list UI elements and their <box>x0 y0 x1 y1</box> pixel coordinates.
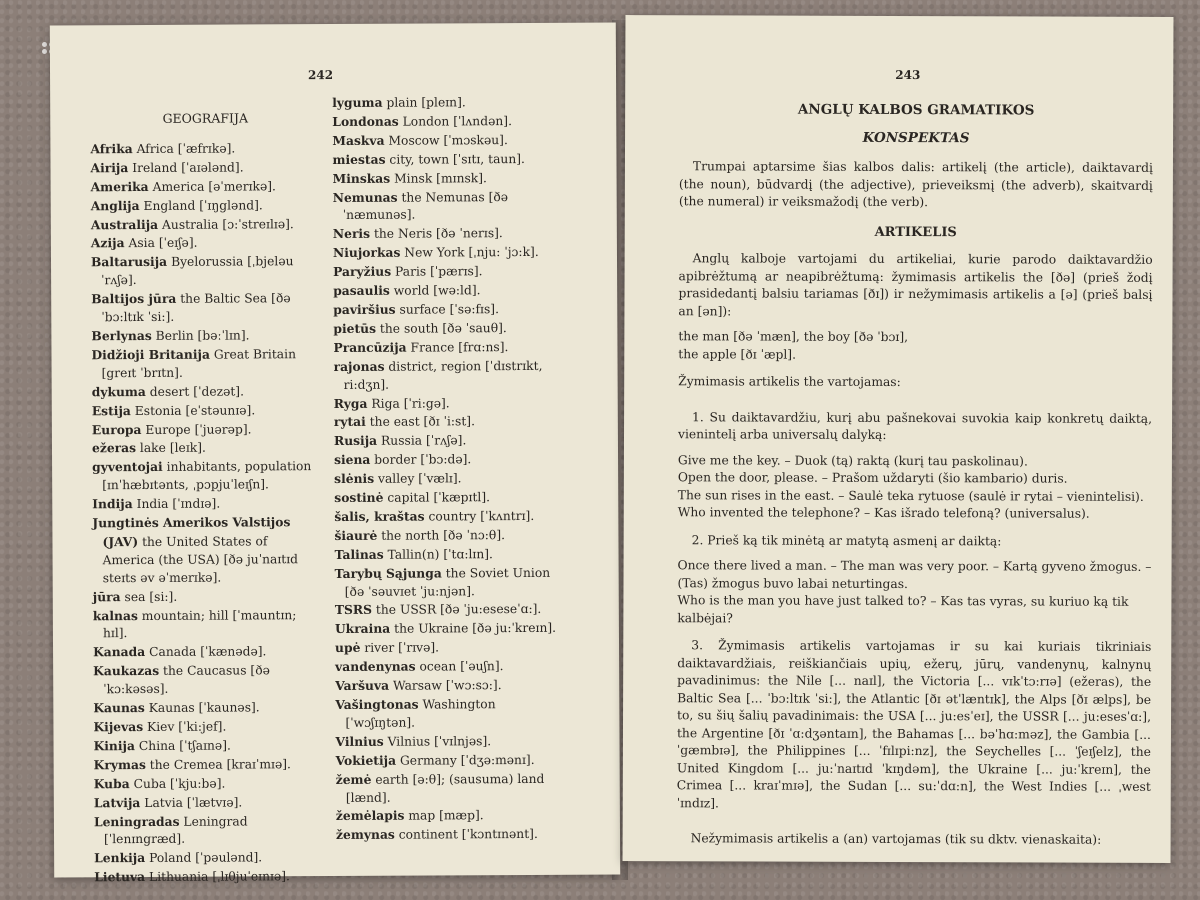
glossary-translation: the Nemunas [ðə ˈnæmunəs]. <box>342 189 509 223</box>
glossary-translation: America [əˈmerɪkə]. <box>148 179 276 194</box>
glossary-entry <box>94 812 324 850</box>
left-page <box>50 23 620 885</box>
glossary-entry <box>92 401 322 421</box>
section-title: ARTIKELIS <box>874 224 957 240</box>
glossary-entry <box>335 545 565 565</box>
glossary-term: paviršius <box>333 301 396 317</box>
glossary-translation: inhabitants, population [ɪnˈhæbɪtənts, ˌpɔpjuˈleɪʃn]. <box>102 459 312 493</box>
glossary-term: Baltarusija <box>90 254 168 270</box>
glossary-translation: river [ˈrɪvə]. <box>360 640 440 656</box>
glossary-term: Baltijos jūra <box>91 290 177 307</box>
rule-2-example: Who is the man you have just talked to? – Kas tas vyras, su kuriuo ką tik kalbėjai? <box>677 593 1129 625</box>
glossary-term: Krymas <box>93 756 146 773</box>
glossary-term: slėnis <box>334 470 375 487</box>
glossary-translation: mountain; hill [ˈmauntɪn; hɪl]. <box>102 607 297 641</box>
glossary-entry <box>93 606 323 644</box>
glossary-translation: the north [ðə ˈnɔ:θ]. <box>377 527 506 543</box>
glossary-entry <box>94 848 324 868</box>
rule-1-example: Open the door, please. – Prašom uždaryti (šio kambario) duris. <box>677 470 1068 486</box>
rule-1: 1. Su daiktavardžiu, kurį abu pašnekovai suvokia kaip konkretų daiktą, vienintelį arba universalų dalyką: <box>677 409 1153 442</box>
glossary-entry <box>333 300 563 320</box>
glossary-term: žemynas <box>335 827 395 843</box>
glossary-translation: Lithuania [ˌlɪθjuˈeɪnɪə]. <box>145 869 290 885</box>
glossary-term: žemė <box>335 771 372 787</box>
glossary-term: Vilnius <box>335 733 384 749</box>
glossary-term: miestas <box>332 151 386 167</box>
section-heading: GEOGRAFIJA <box>162 109 249 126</box>
glossary-translation: Minsk [mɪnsk]. <box>390 170 487 186</box>
glossary-entry <box>335 732 565 752</box>
glossary-translation: Africa [ˈæfrɪkə]. <box>132 141 236 156</box>
glossary-translation: London [ˈlʌndən]. <box>398 113 513 129</box>
glossary-term: rajonas <box>333 358 385 374</box>
glossary-translation: capital [ˈkæpɪtl]. <box>383 490 491 505</box>
glossary-term: Australija <box>90 216 159 232</box>
glossary-term: Rusija <box>333 433 378 449</box>
glossary-entry <box>90 139 320 159</box>
glossary-translation: Russia [ˈrʌʃə]. <box>377 433 467 449</box>
glossary-entry <box>333 168 563 188</box>
glossary-term: Anglija <box>90 197 140 213</box>
glossary-term: Amerika <box>90 178 149 194</box>
glossary-term: Niujorkas <box>332 244 401 261</box>
glossary-entry <box>93 698 323 718</box>
glossary-translation: Kiev [ˈki:jef]. <box>143 719 227 735</box>
glossary-entry <box>334 393 564 413</box>
glossary-term: Maskva <box>332 132 385 148</box>
glossary-entry <box>335 695 565 733</box>
glossary-term: pasaulis <box>333 282 390 299</box>
glossary-term: Kijevas <box>93 719 144 735</box>
glossary-entry <box>334 469 564 489</box>
glossary-term: pietūs <box>333 320 377 336</box>
glossary-translation: Asia [ˈeɪʃə]. <box>124 236 198 251</box>
glossary-translation: Poland [ˈpəulənd]. <box>145 850 263 866</box>
glossary-entry <box>332 112 562 132</box>
glossary-term: Vašingtonas <box>335 696 419 713</box>
glossary-entry <box>91 177 321 197</box>
glossary-term: Kuba <box>93 775 130 791</box>
glossary-translation: Warsaw [ˈwɔ:sɔ:]. <box>389 678 502 693</box>
glossary-translation: China [ˈtʃaɪnə]. <box>134 738 231 753</box>
glossary-entry <box>334 431 564 451</box>
glossary-entry <box>332 93 562 113</box>
glossary-translation: the south [ðə ˈsauθ]. <box>375 320 507 336</box>
glossary-translation: Ireland [ˈaɪələnd]. <box>128 160 244 175</box>
example-line: the apple [ðɪ ˈæpl]. <box>678 346 797 362</box>
rule-2-example: Once there lived a man. – The man was very poor. – Kartą gyveno žmogus. – (Tas) žmogus buvo labai neturtingas. <box>677 558 1152 591</box>
indefinite-article-paragraph: Nežymimasis artikelis a (an) vartojamas (tik su dktv. vienaskaita): <box>690 831 1102 847</box>
glossary-entry <box>91 345 321 383</box>
glossary-term: vandenynas <box>335 658 416 675</box>
glossary-term: Kaunas <box>93 700 145 716</box>
glossary-translation: sea [si:]. <box>120 589 178 604</box>
glossary-entry <box>93 717 323 737</box>
glossary-translation: Europe [ˈjuərəp]. <box>141 421 252 437</box>
glossary-translation: city, town [ˈsɪtɪ, taun]. <box>385 151 525 167</box>
glossary-entry <box>333 338 563 358</box>
glossary-translation: Estonia [eˈstəunɪə]. <box>130 403 256 418</box>
glossary-entry <box>92 420 322 440</box>
glossary-term: Vokietija <box>335 752 397 768</box>
article-paragraph: Anglų kalboje vartojami du artikeliai, kurie parodo daiktavardžio apibrėžtumą ar neapibrėžtumą: žymimasis artikelis the [ðə] (prieš žodį prasidedantį balsiu tariamas [ðɪ]) ir nežymimasis artikelis a [ə] (prieš balsį an [ən]): <box>678 251 1153 318</box>
glossary-translation: the Caucasus [ðə ˈkɔ:kəsəs]. <box>103 663 270 697</box>
glossary-translation: Kaunas [ˈkaunəs]. <box>144 700 260 716</box>
glossary-entry <box>334 526 564 546</box>
glossary-translation: Cuba [ˈkju:bə]. <box>129 776 226 791</box>
glossary-translation: Paris [ˈpærɪs]. <box>391 264 483 279</box>
glossary-translation: Vilnius [ˈvɪlnjəs]. <box>383 733 492 749</box>
glossary-term: jūra <box>92 588 121 604</box>
rule-2: 2. Prieš ką tik minėtą ar matytą asmenį ar daiktą: <box>691 532 1002 548</box>
glossary-term: Estija <box>91 402 131 418</box>
glossary-translation: Leningrad [ˈlenɪngræd]. <box>104 813 248 847</box>
glossary-entry <box>334 507 564 527</box>
glossary-term: gyventojai <box>92 459 163 475</box>
glossary-term: Lenkija <box>94 850 146 866</box>
glossary-translation: the United States of America (the USA) [ðə juˈnaɪtɪd steɪts əv əˈmerɪkə]. <box>102 534 299 585</box>
usage-intro: Žymimasis artikelis the vartojamas: <box>678 374 901 390</box>
glossary-entry <box>332 131 562 151</box>
glossary-translation: Washington [ˈwɔʃɪŋtən]. <box>345 697 496 730</box>
glossary-term: dykuma <box>91 383 146 399</box>
glossary-translation: world [wə:ld]. <box>389 283 481 298</box>
glossary-term: Paryžius <box>333 263 392 280</box>
page-number-right: 243 <box>895 67 921 83</box>
glossary-term: Minskas <box>332 170 391 186</box>
glossary-translation: England [ˈɪŋglənd]. <box>139 197 263 213</box>
glossary-term: Berlynas <box>91 327 152 344</box>
glossary-entry <box>92 457 322 495</box>
glossary-entry <box>93 661 323 699</box>
glossary-entry <box>335 563 565 601</box>
glossary-term: Afrika <box>90 140 133 157</box>
glossary-translation: plain [pleɪn]. <box>382 95 466 110</box>
glossary-term: kalnas <box>92 607 138 623</box>
page-subtitle: KONSPEKTAS <box>862 129 970 146</box>
glossary-translation: Canada [ˈkænədə]. <box>145 644 267 660</box>
glossary-translation: the USSR [ðə ˈju:eseseˈɑ:]. <box>371 602 542 618</box>
glossary-entry <box>91 252 321 290</box>
glossary-term: Didžioji Britanija <box>91 346 210 363</box>
glossary-entry <box>334 356 564 394</box>
glossary-translation: earth [ə:θ]; (sausuma) land [lænd]. <box>345 771 545 805</box>
rule-1-example: Who invented the telephone? – Kas išrado telefoną? (universalus). <box>677 505 1090 521</box>
glossary-translation: the east [ðɪ ˈi:st]. <box>365 414 476 430</box>
example-line: the man [ðə ˈmæn], the boy [ðə ˈbɔɪ], <box>678 329 909 345</box>
grammar-content <box>677 101 1154 857</box>
glossary-translation: Moscow [ˈmɔskəu]. <box>384 132 508 148</box>
glossary-entry <box>91 196 321 216</box>
intro-paragraph: Trumpai aptarsime šias kalbos dalis: artikelį (the article), daiktavardį (the noun), būdvardį (the adjective), prieveiksmį (the adverb), skaitvardį (the numeral) ir veiksmažodį (the verb). <box>678 159 1153 210</box>
glossary-translation: lake [leɪk]. <box>135 441 206 456</box>
glossary-entry <box>91 289 321 327</box>
glossary-translation: India [ˈɪndɪə]. <box>132 496 221 512</box>
glossary-term: Tarybų Sąjunga <box>334 565 442 581</box>
glossary-entry <box>335 638 565 658</box>
glossary-term: Latvija <box>93 794 141 810</box>
glossary-entry <box>92 513 322 588</box>
glossary-entry <box>335 619 565 639</box>
glossary-term: Kinija <box>93 737 135 754</box>
glossary-translation: Byelorussia [ˌbjeləuˈrʌʃə]. <box>101 254 294 288</box>
glossary-entry <box>335 676 565 696</box>
glossary-entry <box>93 642 323 662</box>
glossary-term: Talinas <box>334 546 384 562</box>
glossary-term: šalis, kraštas <box>334 508 425 524</box>
glossary-term: Lietuva <box>94 869 146 885</box>
rule-1-example: The sun rises in the east. – Saulė teka rytuose (saulė ir rytai – vienintelisi). <box>677 487 1144 504</box>
glossary-term: lyguma <box>332 94 383 111</box>
glossary-translation: surface [ˈsə:fɪs]. <box>395 302 500 317</box>
glossary-translation: New York [ˌnju: ˈjɔ:k]. <box>400 245 539 260</box>
glossary-entry <box>91 234 321 254</box>
glossary-translation: Tallin(n) [ˈtɑ:lɪn]. <box>383 546 493 562</box>
glossary-term: Jungtinės Amerikos Valstijos (JAV) <box>92 514 291 550</box>
glossary-term: Indija <box>92 496 133 512</box>
glossary-entry <box>333 262 563 282</box>
glossary-translation: desert [ˈdezət]. <box>145 384 245 399</box>
glossary-entry <box>336 806 566 826</box>
glossary-term: Europa <box>91 421 142 437</box>
glossary-entry <box>336 769 566 807</box>
glossary-entry <box>333 281 563 301</box>
glossary-entry <box>334 412 564 432</box>
glossary-translation: the Neris [ðə ˈnerɪs]. <box>369 226 503 242</box>
glossary-entry <box>92 438 322 458</box>
glossary-entry <box>333 243 563 263</box>
glossary-entry <box>333 224 563 244</box>
glossary-term: Varšuva <box>335 677 390 694</box>
glossary-translation: continent [ˈkɔntɪnənt]. <box>394 827 538 843</box>
glossary-term: Ukraina <box>334 621 391 637</box>
glossary-term: Londonas <box>332 113 399 129</box>
glossary-translation: the Soviet Union [ðə ˈsəuvɪet ˈju:njən]. <box>344 565 551 599</box>
glossary-entry <box>335 657 565 677</box>
glossary-translation: Berlin [bəːˈlɪn]. <box>151 328 250 343</box>
glossary-term: sostinė <box>334 489 384 506</box>
glossary-translation: France [frɑ:ns]. <box>406 339 509 355</box>
glossary-term: Kanada <box>93 644 146 660</box>
glossary-term: Kaukazas <box>93 663 160 679</box>
rule-1-example: Give me the key. – Duok (tą) raktą (kurį tau paskolinau). <box>677 452 1028 468</box>
glossary-entry <box>94 867 324 887</box>
glossary-term: Prancūzija <box>333 339 407 355</box>
glossary-term: Ryga <box>333 395 368 411</box>
glossary-entry <box>336 751 566 771</box>
glossary-term: upė <box>334 640 361 656</box>
glossary-translation: district, region [ˈdɪstrɪkt, ri:dʒn]. <box>343 358 543 392</box>
glossary-term: ežeras <box>91 440 137 456</box>
glossary-term: Neris <box>332 226 371 242</box>
rule-3: 3. Žymimasis artikelis vartojamas ir su kai kuriais tikriniais daiktavardžiais, reiškiančiais upių, ežerų, jūrų, vandenynų, kalnynų pavadinimus: the Nile [... naɪl], the Victoria [... vɪkˈtɔ:rɪə] (ežeras), the Baltic Sea [... ˈbɔ:ltɪk ˈsi:], the Atlantic [ðɪ ətˈlæntɪk], the Alps [ðɪ ælps], be to, su šių šalių pavadinimais: the USA [... ju:esˈeɪ], the USSR [... ju:esesˈɑ:], the Argentine [ðɪ ˈɑ:dʒəntaɪn], the Bahamas [... bəˈhɑ:məz], the Gambia [... ˈgæmbɪə], the Philippines [... ˈfɪlɪpi:nz], the Seychelles [... ˈʃeɪʃelz], the United Kingdom [... ju:ˈnaɪtɪd ˈkɪŋdəm], the Ukraine [... ju:ˈkreɪn], the Crimea [... kraɪˈmɪə], the Sudan [... su:ˈdɑ:n], the West Indies [... ˌwestˈɪndɪz]. <box>676 638 1152 810</box>
glossary-entry <box>91 215 321 235</box>
glossary-entry <box>92 494 322 514</box>
glossary-translation: map [mæp]. <box>404 808 484 824</box>
glossary-entry <box>336 825 566 845</box>
glossary-entry <box>332 150 562 170</box>
glossary-term: TSRS <box>334 602 373 618</box>
glossary-column-1 <box>90 96 324 887</box>
glossary-entry <box>334 450 564 470</box>
glossary-translation: ocean [ˈəuʃn]. <box>415 659 504 674</box>
glossary-term: siena <box>334 452 371 468</box>
glossary-term: Airija <box>90 159 129 176</box>
page-title: ANGLŲ KALBOS GRAMATIKOS <box>797 101 1035 119</box>
page-number-left: 242 <box>308 68 334 83</box>
glossary-term: žemėlapis <box>335 808 405 824</box>
glossary-translation: border [ˈbɔ:də]. <box>370 452 472 468</box>
right-page <box>623 15 1174 863</box>
glossary-translation: Great Britain [greɪt ˈbrɪtn]. <box>101 347 297 381</box>
glossary-translation: Latvia [ˈlætvɪə]. <box>140 795 243 810</box>
glossary-entry <box>93 587 323 607</box>
glossary-translation: Riga [ˈri:gə]. <box>367 395 450 411</box>
glossary-entry <box>94 793 324 813</box>
glossary-translation: Germany [ˈdʒə:mənɪ]. <box>395 752 535 768</box>
glossary-term: Nemunas <box>332 189 398 205</box>
glossary-entry <box>94 774 324 794</box>
glossary-entry <box>91 326 321 346</box>
glossary-translation: the Ukraine [ðə ju:ˈkreɪn]. <box>390 621 557 637</box>
glossary-entry <box>94 755 324 775</box>
glossary-entry <box>333 187 563 225</box>
glossary-entry <box>90 158 320 178</box>
glossary-term: šiaurė <box>334 527 378 543</box>
glossary-entry <box>335 600 565 620</box>
glossary-column-2 <box>332 93 566 845</box>
glossary-entry <box>334 488 564 508</box>
glossary-translation: country [ˈkʌntrɪ]. <box>424 508 535 524</box>
glossary-term: rytai <box>333 414 366 430</box>
glossary-term: Azija <box>90 235 125 251</box>
glossary-translation: the Cremea [kraɪˈmɪə]. <box>145 757 291 772</box>
glossary-entry <box>92 382 322 402</box>
glossary-translation: valley [ˈvælɪ]. <box>374 471 462 486</box>
glossary-entry <box>333 319 563 339</box>
glossary-translation: the Baltic Sea [ðə ˈbɔ:ltɪk ˈsi:]. <box>101 291 291 325</box>
glossary-translation: Australia [ɔ:ˈstreɪlɪə]. <box>158 216 294 232</box>
glossary-entry <box>94 736 324 756</box>
glossary-term: Leningradas <box>93 813 180 829</box>
